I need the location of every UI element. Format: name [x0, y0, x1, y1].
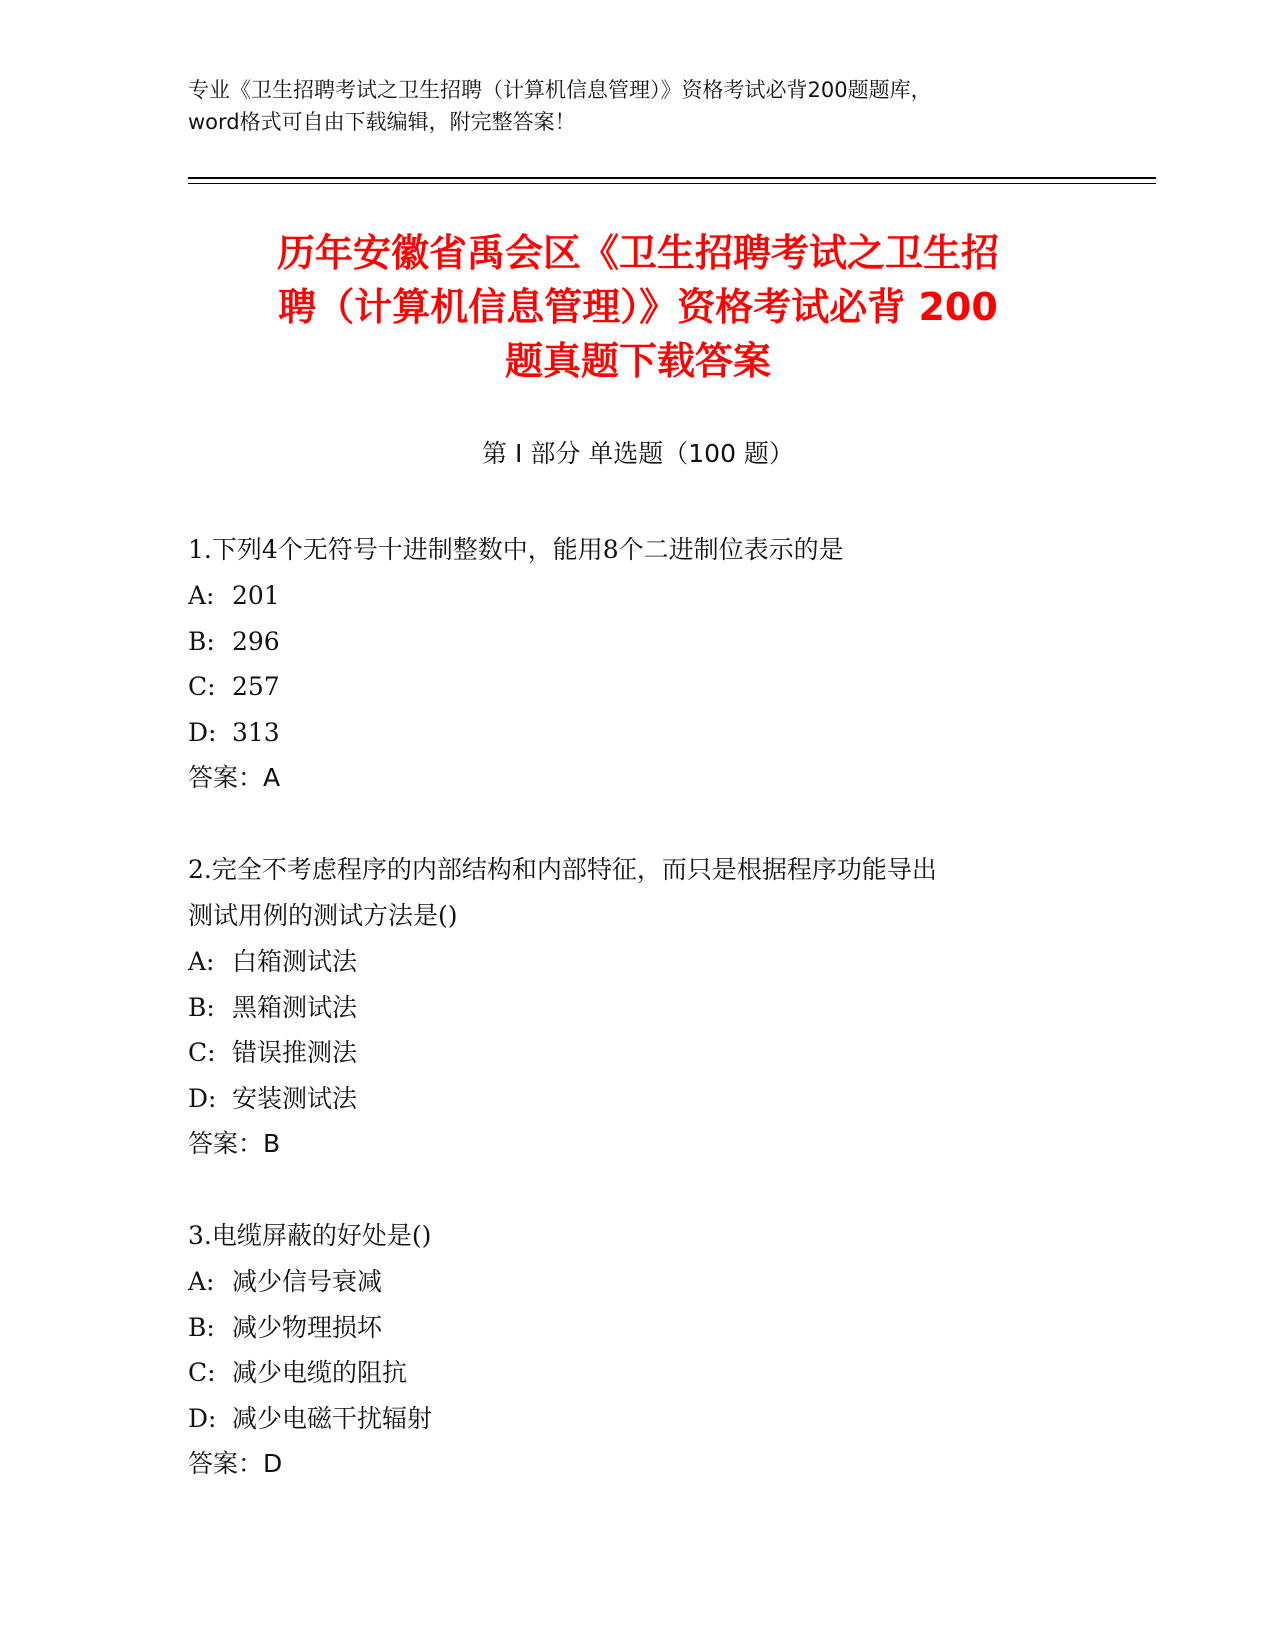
- option-a: [188, 1259, 1108, 1305]
- option-text: 安装测试法: [232, 1083, 358, 1113]
- option-letter: B:: [188, 626, 215, 656]
- header-note: [188, 74, 1088, 138]
- option-text: 296: [232, 626, 280, 656]
- option-letter: D:: [188, 1083, 217, 1113]
- header-line-2: word格式可自由下载编辑，附完整答案！: [188, 110, 576, 134]
- option-letter: B:: [188, 1312, 215, 1342]
- option-letter: A:: [188, 1267, 215, 1296]
- question-text: 3.电缆屏蔽的好处是(): [188, 1221, 432, 1250]
- option-letter: D:: [188, 1403, 217, 1433]
- header-rule-thick: [188, 177, 1156, 179]
- section-title: 第 I 部分 单选题（100 题）: [482, 439, 794, 468]
- question-3: [188, 1213, 1108, 1487]
- option-letter: C:: [188, 672, 216, 701]
- header-line-1: 专业《卫生招聘考试之卫生招聘（计算机信息管理）》资格考试必背200题题库，: [188, 78, 932, 102]
- option-text: 白箱测试法: [232, 947, 358, 976]
- option-letter: A:: [188, 581, 215, 610]
- option-text: 减少信号衰减: [232, 1267, 383, 1296]
- answer-line: 答案：B: [188, 1129, 281, 1158]
- answer-line: 答案：A: [188, 763, 281, 792]
- option-text: 减少电磁干扰辐射: [232, 1403, 433, 1433]
- option-letter: A:: [188, 947, 215, 976]
- option-text: 错误推测法: [232, 1038, 358, 1067]
- option-c: [188, 664, 1108, 710]
- option-letter: C:: [188, 1358, 216, 1387]
- option-letter: B:: [188, 992, 215, 1022]
- option-c: [188, 1030, 1108, 1076]
- option-c: [188, 1350, 1108, 1396]
- option-text: 减少物理损坏: [232, 1312, 383, 1342]
- title-line-1: 历年安徽省禹会区《卫生招聘考试之卫生招: [276, 231, 999, 275]
- question-text: 1.下列4个无符号十进制整数中，能用8个二进制位表示的是: [188, 535, 844, 564]
- option-letter: D:: [188, 717, 217, 747]
- option-b: [188, 1305, 1108, 1351]
- option-a: [188, 939, 1108, 985]
- answer-line: 答案：D: [188, 1449, 283, 1478]
- option-text: 黑箱测试法: [232, 992, 358, 1022]
- option-b: [188, 619, 1108, 665]
- option-a: [188, 573, 1108, 619]
- option-b: [188, 985, 1108, 1031]
- document-title: [188, 226, 1088, 388]
- question-list: [188, 527, 1108, 1533]
- question-2: [188, 847, 1108, 1167]
- question-1: [188, 527, 1108, 801]
- option-d: [188, 1076, 1108, 1122]
- header-rule-thin: [188, 183, 1156, 184]
- option-text: 减少电缆的阻抗: [232, 1358, 408, 1387]
- question-text-continued: 测试用例的测试方法是(): [188, 901, 458, 930]
- option-text: 313: [232, 717, 280, 747]
- option-d: [188, 1396, 1108, 1442]
- title-line-3: 题真题下载答案: [504, 339, 771, 383]
- question-text: 2.完全不考虑程序的内部结构和内部特征，而只是根据程序功能导出: [188, 855, 937, 884]
- option-letter: C:: [188, 1038, 216, 1067]
- option-text: 257: [232, 672, 280, 701]
- option-d: [188, 710, 1108, 756]
- title-line-2: 聘（计算机信息管理）》资格考试必背 200: [278, 285, 998, 329]
- option-text: 201: [232, 581, 280, 610]
